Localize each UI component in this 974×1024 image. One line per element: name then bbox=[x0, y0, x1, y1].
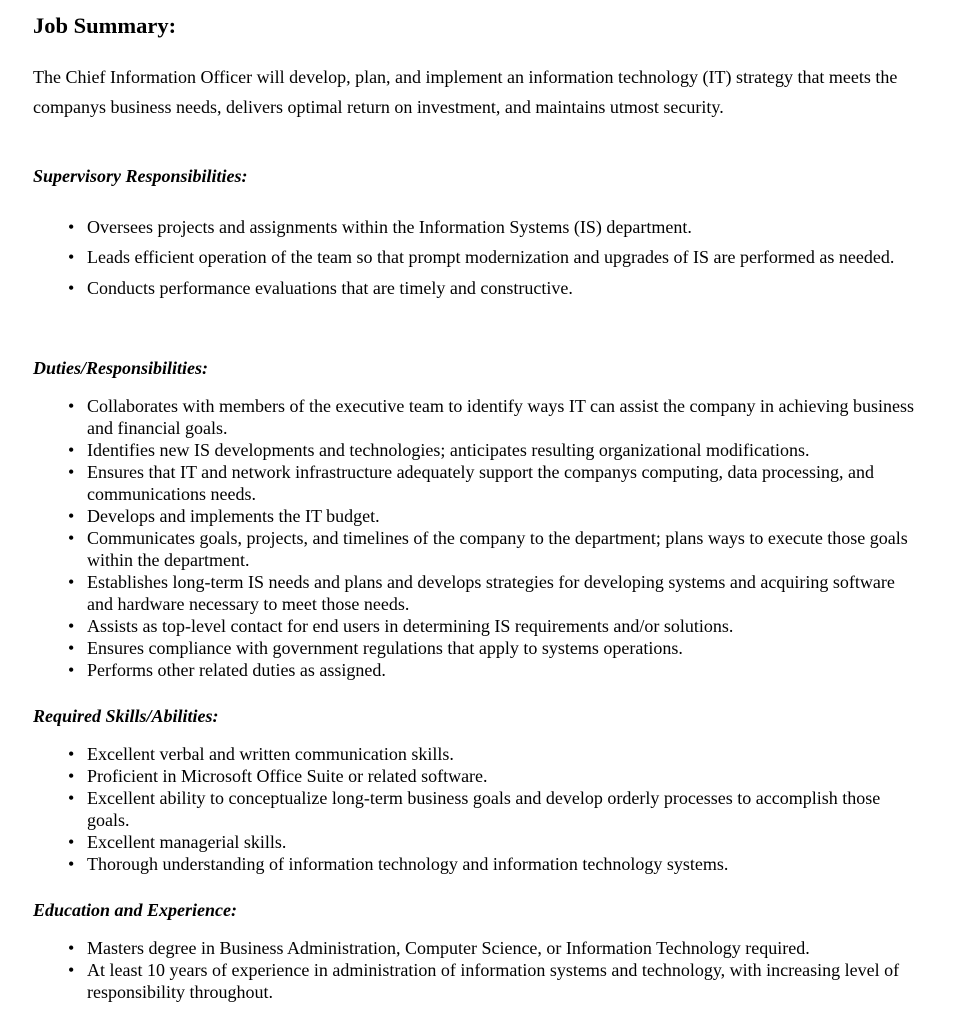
list-item: • Identifies new IS developments and technologies; anticipates resulting organizational modifications. bbox=[33, 439, 925, 461]
required-skills-heading: Required Skills/Abilities: bbox=[33, 706, 219, 726]
list-item: • Establishes long-term IS needs and plans and develops strategies for developing systems and acquiring software and hardware necessary to meet those needs. bbox=[33, 571, 925, 615]
list-item: • Performs other related duties as assigned. bbox=[33, 659, 925, 681]
list-item: • Ensures that IT and network infrastructure adequately support the companys computing, data processing, and communications needs. bbox=[33, 461, 925, 505]
supervisory-responsibilities-heading: Supervisory Responsibilities: bbox=[33, 166, 248, 186]
list-item: • Develops and implements the IT budget. bbox=[33, 505, 925, 527]
list-item: • Masters degree in Business Administration, Computer Science, or Information Technology required. bbox=[33, 937, 925, 959]
list-item: • Excellent verbal and written communication skills. bbox=[33, 743, 925, 765]
list-item: • At least 10 years of experience in administration of information systems and technology, with increasing level of responsibility throughout. bbox=[33, 959, 925, 1003]
list-item: • Excellent managerial skills. bbox=[33, 831, 925, 853]
list-item: • Ensures compliance with government regulations that apply to systems operations. bbox=[33, 637, 925, 659]
list-item: • Proficient in Microsoft Office Suite or related software. bbox=[33, 765, 925, 787]
supervisory-responsibilities-list bbox=[33, 212, 925, 303]
education-experience-heading: Education and Experience: bbox=[33, 900, 238, 920]
list-item: • Assists as top-level contact for end users in determining IS requirements and/or solutions. bbox=[33, 615, 925, 637]
required-skills-list bbox=[33, 743, 925, 875]
duties-responsibilities-heading: Duties/Responsibilities: bbox=[33, 358, 209, 378]
job-summary-heading: Job Summary: bbox=[33, 13, 177, 38]
list-item: • Thorough understanding of information technology and information technology systems. bbox=[33, 853, 925, 875]
list-item: • Leads efficient operation of the team so that prompt modernization and upgrades of IS are performed as needed. bbox=[33, 242, 925, 272]
list-item: • Excellent ability to conceptualize long-term business goals and develop orderly processes to accomplish those goals. bbox=[33, 787, 925, 831]
list-item: • Collaborates with members of the executive team to identify ways IT can assist the company in achieving business and financial goals. bbox=[33, 395, 925, 439]
list-item: • Conducts performance evaluations that are timely and constructive. bbox=[33, 273, 925, 303]
list-item: • Oversees projects and assignments within the Information Systems (IS) department. bbox=[33, 212, 925, 242]
job-summary-text: The Chief Information Officer will develop, plan, and implement an information technology (IT) strategy that meets the companys business needs, delivers optimal return on investment, and maintains utmost security. bbox=[33, 67, 898, 117]
list-item: • Communicates goals, projects, and timelines of the company to the department; plans ways to execute those goals within the department. bbox=[33, 527, 925, 571]
education-experience-list bbox=[33, 937, 925, 1003]
duties-responsibilities-list bbox=[33, 395, 925, 681]
